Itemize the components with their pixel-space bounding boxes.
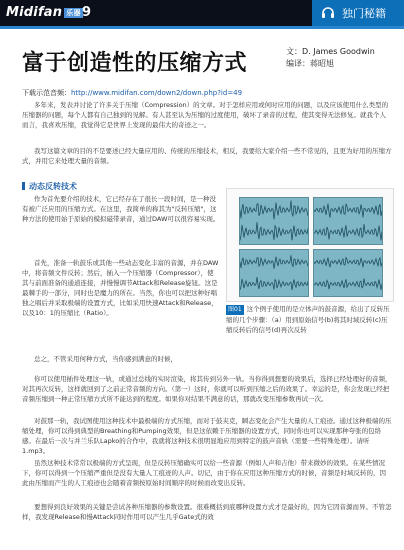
waveform-trace <box>240 250 308 296</box>
midifan-logo <box>6 5 83 20</box>
waveform-channel <box>314 278 382 290</box>
waveform-rereversed <box>313 249 383 297</box>
logo-tag: 乐器 <box>66 8 81 17</box>
waveform-compressed <box>239 249 309 297</box>
byline <box>286 46 375 70</box>
waveform-figure <box>226 188 394 302</box>
section-heading-text: 动态反转技术 <box>29 182 77 191</box>
header-rule <box>0 26 404 29</box>
waveform-channel <box>240 277 308 290</box>
waveform-original <box>239 197 309 245</box>
author-line: 文：D. James Goodwin <box>286 47 375 56</box>
figure-caption-text: 这个例子使用的是立体声的鼓音源，给出了反转压缩的几个步骤：（a）用到原始信号(b)将其时域反转(c)压缩反转后的信号(d)再次反转 <box>226 305 390 334</box>
logo-text: Midifan <box>6 5 63 20</box>
waveform-trace <box>314 250 382 296</box>
left-paragraph: 首先，准备一轨鼓乐或其他一些动态变化丰富的音源，并在DAW中，将音频文件反转；然后，插入一个压缩器（Compressor），使其与前面准备的通道连接，并慢慢调节Attack和Release旋钮。这是最棘手的一部分，同时也是魔力的所在。当然，你也可以把这种好唱独之唱后并采取极端的设置方式，比如采用快速Attack和Release，以及10：1的压缩比（Ratio）。 <box>22 259 219 317</box>
waveform-channel <box>240 222 308 241</box>
waveform-channel <box>240 201 308 220</box>
left-paragraph: 作为首先要介绍的技术，它已经存在了很长一段时间，是一种没有被广泛应用的压缩方式。在这里，我简单的称其为"反转压缩"，这种方法的使用始于原始的模拟磁带录音，通过DAW可以很容易实现。 <box>22 195 220 223</box>
waveform-trace <box>240 198 308 244</box>
headphones-icon <box>320 4 336 20</box>
figure-badge: 图01 <box>228 306 242 313</box>
waveform-trace <box>314 198 382 244</box>
body-paragraph: 虽然这种技术常常以极端的方式呈现，但是反转压缩确实可以给一些音源（例如人声和吉他）带来微妙的效果。在某些情况下，你可以得到一个压缩严重但是没有大量人工痕迹的人声。切记，由于你在应用这种压缩方式的时候，音频是时域反转的，因此由压缩而产生的人工痕迹也会随着音频按原始时间顺序的时候而改变出反转。 <box>22 459 386 487</box>
waveform-channel <box>314 204 382 218</box>
download-line <box>22 88 392 98</box>
page-header <box>0 0 404 36</box>
section-label: 独门秘籍 <box>342 7 386 20</box>
translator-line: 编译：蒋昭旭 <box>286 59 334 68</box>
page-number: 9 <box>82 5 92 20</box>
intro-paragraph: 多年来，发表并讨论了许多关于压缩（Compression）的文章。对于怎样应用或何时应用的问题，以及应该使用什么类型的压缩器的问题，每个人都有自己独到的见解。有人甚至认为压缩的过度使用，破坏了录音的过程，使其变得无法修复。就我个人而言，我喜欢压缩，我觉得它是世界上发现的最伟大的奇迹之一。 <box>22 101 389 129</box>
figure-caption <box>226 304 392 335</box>
waveform-channel <box>240 255 308 268</box>
download-link[interactable]: http://www.midifan.com/down2/down.php?id=49 <box>71 89 243 97</box>
waveform-channel <box>314 224 382 240</box>
intro-paragraph-2: 我写这篇文章的目的不是要述已经大量应用的、传统的压缩技术，相反，我要给大家介绍一些不常见的，且更为好用的压缩方式，并用它来处理大量的音频。 <box>22 147 392 165</box>
body-paragraph: 对鼓那一轨，我试图使用这种技术中最极端的方式压缩，而对于鼓夹克，瞬态变化会产生大量的人工痕迹。通过这种极端的压缩处理，你可以得到典型的Breathing和Pumping效果，但是这依赖于压缩器的设置方式，同时你也可以实现那种夸张的包络感。在最后一次与并兰乐队Lapko的合作中，我就将这种技术很明显地应用到特定的鼓声音轨（需要一些特殊处理）。请听1.mp3。 <box>22 417 392 455</box>
section-marker <box>22 182 25 190</box>
section-label-box <box>312 0 404 26</box>
section-heading <box>22 181 77 192</box>
article-title: 富于创造性的压缩方式 <box>22 51 248 76</box>
body-paragraph: 要想得到良好效果的关键是尝试各种压缩器的参数设置。很难概括到底哪种设置方式才是最好的，因为它因音源而异。不管怎样，我发现Release和慢Attack同时作用可以产生几乎Gate式的效 <box>22 503 392 521</box>
body-paragraph: 你可以使用插件处理这一轨，或通过总线的实时渲染，将其传到另外一轨。当你得到想要的效果后，选择已经处理好的音频，对其再次反转，这样就回到了之前正常音频的方向。（第一）这时，你就可以听到压缩之后的效果了。幸运的是，你会发现已经把音频压缩到一种正常压缩方式所不能达到的程度。如果你对结果不满意的话，那就改变压缩参数再试一次。 <box>22 375 392 403</box>
waveform-channel <box>314 258 382 268</box>
waveform-reversed <box>313 197 383 245</box>
download-label: 下载示范音频： <box>22 89 71 97</box>
left-paragraph: 总之，不管采用何种方式，当你感到满意的时候， <box>34 355 177 363</box>
